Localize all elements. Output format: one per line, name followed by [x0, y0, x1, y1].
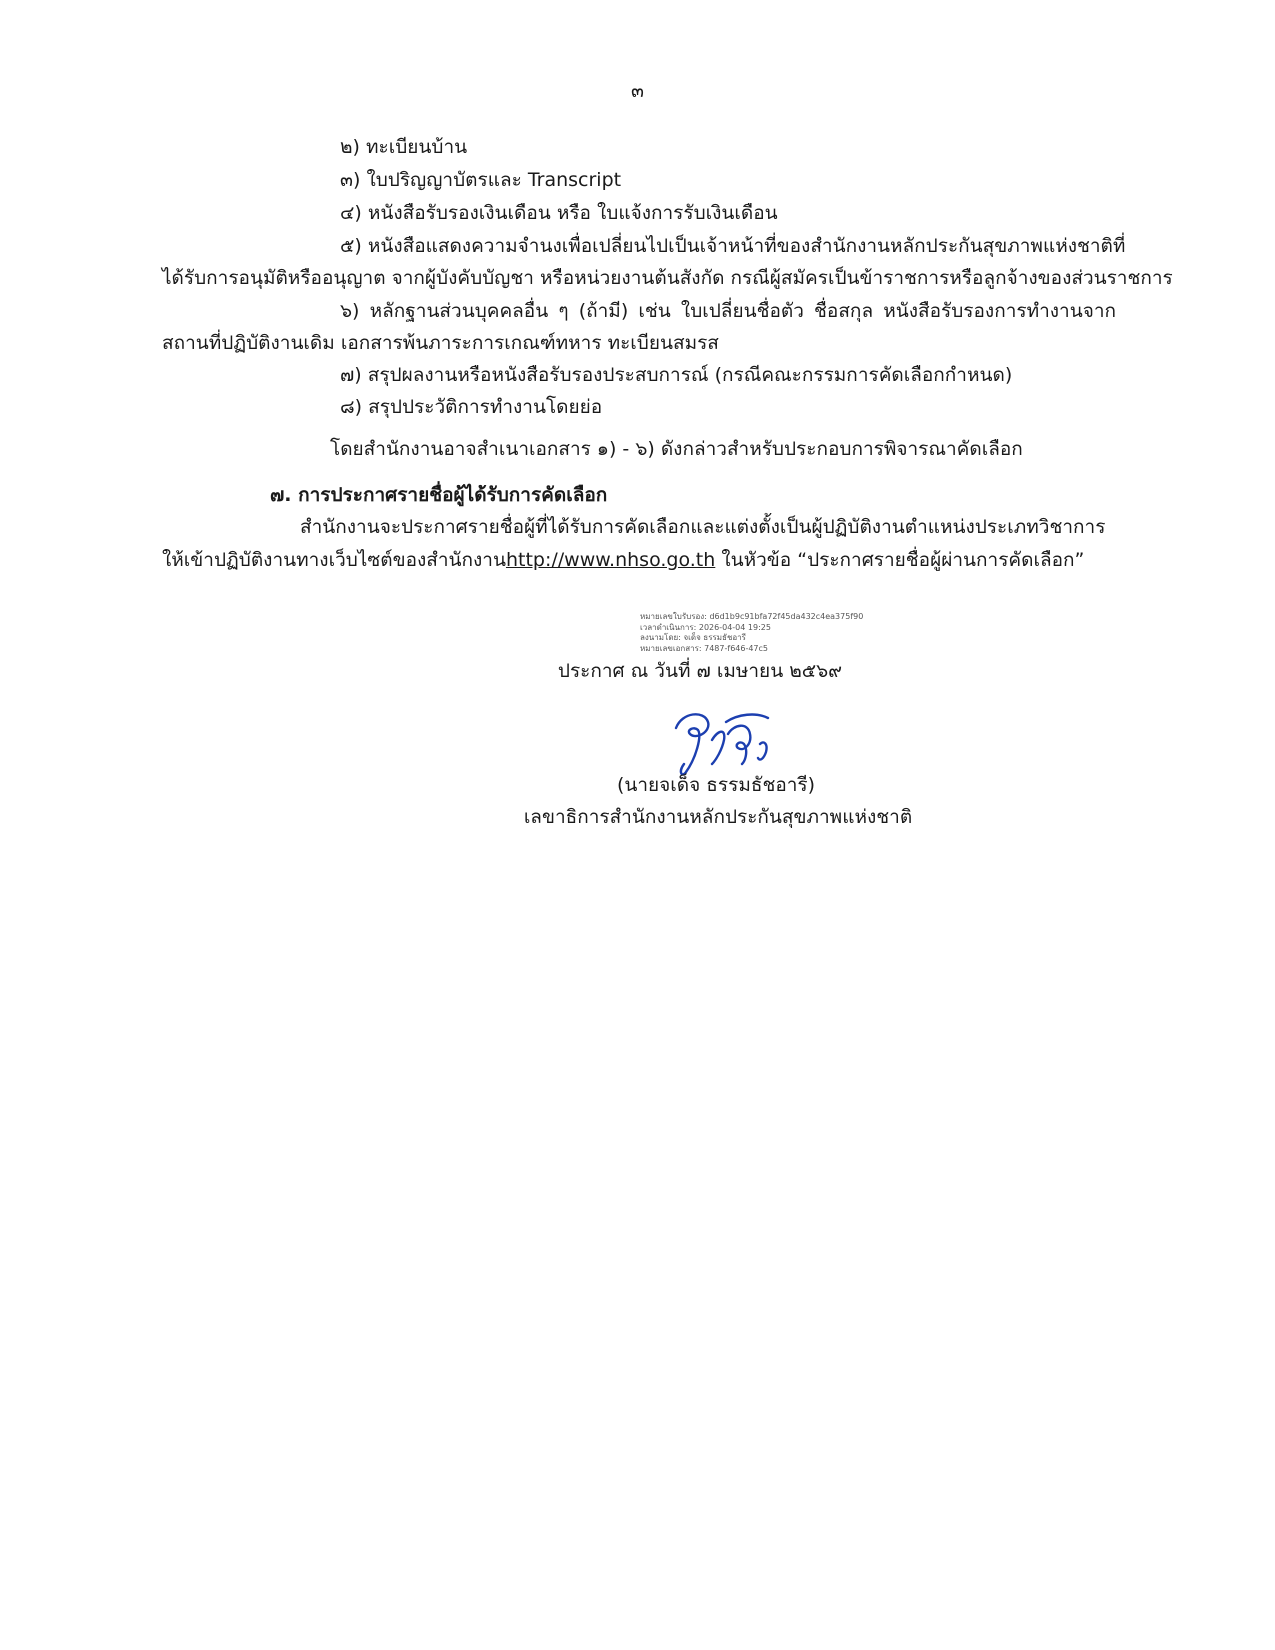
- signer-name: (นายจเด็จ ธรรมธัชอารี): [616, 774, 816, 796]
- section-7-line-1: สำนักงานจะประกาศรายชื่อผู้ที่ได้รับการคัดเลือกและแต่งตั้งเป็นผู้ปฏิบัติงานตำแหน่งประเภทวิชาการ: [300, 516, 1106, 538]
- stamp-signed-by: ลงนามโดย: จเด็จ ธรรมธัชอารี: [640, 633, 746, 642]
- list-item-4: ๔) หนังสือรับรองเงินเดือน หรือ ใบแจ้งการรับเงินเดือน: [340, 202, 778, 224]
- stamp-timestamp: เวลาดำเนินการ: 2026-04-04 19:25: [640, 622, 771, 632]
- handwritten-signature: [668, 700, 788, 780]
- signer-title: เลขาธิการสำนักงานหลักประกันสุขภาพแห่งชาติ: [523, 806, 913, 828]
- list-item-7: ๗) สรุปผลงานหรือหนังสือรับรองประสบการณ์ (กรณีคณะกรรมการคัดเลือกกำหนด): [340, 364, 1013, 386]
- announcement-date: ประกาศ ณ วันที่ ๗ เมษายน ๒๕๖๙: [557, 660, 843, 682]
- page-number: ๓: [631, 80, 644, 102]
- list-item-2: ๒) ทะเบียนบ้าน: [340, 136, 468, 158]
- list-item-8: ๘) สรุปประวัติการทำงานโดยย่อ: [340, 396, 603, 418]
- stamp-certificate-number: หมายเลขใบรับรอง: d6d1b9c91bfa72f45da432c4ea375f90: [640, 612, 864, 621]
- list-item-6-line-2: สถานที่ปฏิบัติงานเดิม เอกสารพ้นภาระการเกณฑ์ทหาร ทะเบียนสมรส: [162, 332, 719, 354]
- list-item-3: ๓) ใบปริญญาบัตรและ Transcript: [340, 169, 622, 191]
- list-item-6-line-1: ๖) หลักฐานส่วนบุคคลอื่น ๆ (ถ้ามี) เช่น ใบเปลี่ยนชื่อตัว ชื่อสกุล หนังสือรับรองการทำงานจาก: [340, 300, 1116, 322]
- section-7-heading: ๗. การประกาศรายชื่อผู้ได้รับการคัดเลือก: [270, 484, 608, 506]
- e-signature-stamp: [640, 612, 863, 654]
- section-7-line-2: [162, 547, 1084, 573]
- section-7-line-2-prefix: ให้เข้าปฏิบัติงานทางเว็บไซต์ของสำนักงาน: [162, 549, 506, 571]
- copy-note: โดยสำนักงานอาจสำเนาเอกสาร ๑) - ๖) ดังกล่าวสำหรับประกอบการพิจารณาคัดเลือก: [330, 438, 1023, 460]
- nhso-website-link[interactable]: http://www.nhso.go.th: [505, 549, 716, 571]
- list-item-5-line-2: ได้รับการอนุมัติหรืออนุญาต จากผู้บังคับบัญชา หรือหน่วยงานต้นสังกัด กรณีผู้สมัครเป็นข้าราชการหรือลูกจ้างของส่วนราชการ: [162, 267, 1173, 289]
- section-7-line-2-suffix: ในหัวข้อ “ประกาศรายชื่อผู้ผ่านการคัดเลือก”: [715, 549, 1085, 571]
- list-item-5-line-1: ๕) หนังสือแสดงความจำนงเพื่อเปลี่ยนไปเป็นเจ้าหน้าที่ของสำนักงานหลักประกันสุขภาพแห่งชาติที่: [340, 235, 1126, 257]
- stamp-document-number: หมายเลขเอกสาร: 7487-f646-47c5: [640, 643, 769, 653]
